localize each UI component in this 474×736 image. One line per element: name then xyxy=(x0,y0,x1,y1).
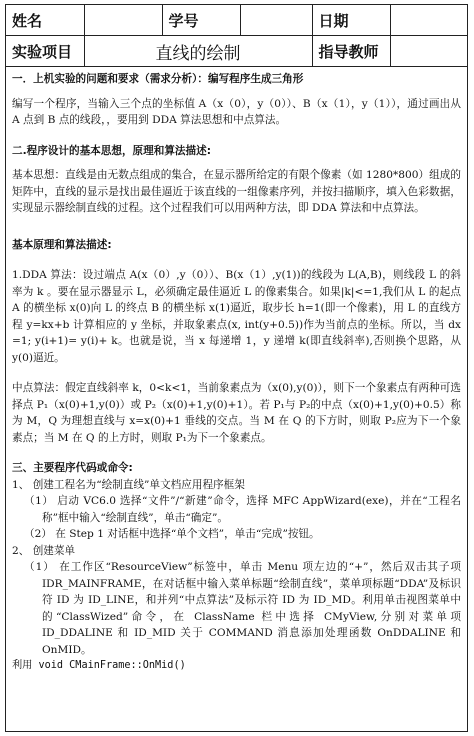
section3-heading: 三、主要程序代码或命令: xyxy=(12,462,133,474)
section2-heading: 二.程序设计的基本思想，原理和算法描述: xyxy=(12,144,211,157)
teacher-value xyxy=(390,36,467,67)
step2-1-text: （1） 在工作区“ResourceView”标签中，单击 Menu 项左边的“+”，然后双击其子项 IDR_MAINFRAME，在对话框中输入菜单标题“绘制直线”，菜单项标题“DDA”及标识符 ID 为 ID_LINE，和并列“中点算法”及标示符 ID 为 ID_MD。利用单击视图菜单中的“ClassWized”命令，在 ClassName 栏中选择 CMyView,分别对菜单项 ID_DDALINE 和 ID_MID 关于 COMMAND 消息添加处理函数 OnDDALINE 和 OnMID。 xyxy=(24,561,461,656)
midpoint-text: 中点算法：假定直线斜率 k，0<k<1，当前象素点为（x(0),y(0)），则下一个象素点有两种可选择点 P₁（x(0)+1,y(0)）或 P₂（x(0)+1,y(0)+1）。若 P₁与 P₂的中点（x(0)+1,y(0)+0.5）称为 M，Q 为理想直线与 x=x(0)+1 垂线的交点。当 M 在 Q 的下方时，则取 P₂应为下一个象素点；当 M 在 Q 的上方时，则取 P₁为下一个象素点。 xyxy=(12,382,461,444)
experiment-report xyxy=(5,4,468,732)
id-value xyxy=(240,5,312,36)
step1-1-text: （1） 启动 VC6.0 选择“文件”/“新建”命令，选择 MFC AppWizard(exe)，并在“工程名称”框中输入“绘制直线”，单击“确定”。 xyxy=(24,495,461,524)
step1-2-text: （2） 在 Step 1 对话框中选择“单个文档”，单击“完成”按钮。 xyxy=(24,528,320,540)
name-label: 姓名 xyxy=(6,5,84,36)
step1-text: 1、 创建工程名为“绘制直线”单文档应用程序框架 xyxy=(12,478,245,491)
date-value xyxy=(390,5,467,36)
id-label: 学号 xyxy=(162,5,240,36)
principle-heading: 基本原理和算法描述: xyxy=(12,238,112,251)
dda-text: 1.DDA 算法：设过端点 A(x（0）,y（0））、B(x（1）,y(1))的线段为 L(A,B)，则线段 L 的斜率为 k 。要在显示器显示 L，必须确定最佳逼近 L 的像素集合。如果|k|<=1,我们从 L 的起点 A 的横坐标 x(0)向 L 的终点 B 的横坐标 x(1)逼近，取步长 h=1(即一个像素)，用 L 的直线方程 y=kx+b 计算相应的 y 坐标，并取象素点(x, int(y+0.5))作为当前点的坐标。所以，当 dx =1; y(i+1)= y(i)+ k。也就是说，当 x 每递增 1，y 递增 k(即直线斜率),否则换个思路，从 y(0)逼近。 xyxy=(12,269,461,364)
project-value: 直线的绘制 xyxy=(84,36,312,67)
section1-heading: 一．上机实验的问题和要求（需求分析）：编写程序生成三角形 xyxy=(12,73,304,85)
project-label: 实验项目 xyxy=(6,36,84,67)
basic-idea-text: 基本思想：直线是由无数点组成的集合，在显示器所给定的有限个像素（如 1280*800）组成的矩阵中，直线的显示是找出最佳逼近于该直线的一组像素序列，并按扫描顺序，填入色彩数据，实现显示器绘制直线的过程。这个过程我们可以用两种方法，即 DDA 算法和中点算法。 xyxy=(12,169,461,214)
header-table xyxy=(6,5,467,67)
teacher-label: 指导教师 xyxy=(312,36,390,67)
section1-text: 编写一个程序，当输入三个点的坐标值 A（x（0），y（0））、B（x（1），y（1）），通过画出从 A 点到 B 点的线段，，要用到 DDA 算法思想和中点算法。 xyxy=(12,97,461,126)
code-line: 利用 void CMainFrame::OnMid() xyxy=(12,660,186,671)
name-value xyxy=(84,5,162,36)
report-body xyxy=(6,67,467,675)
date-label: 日期 xyxy=(312,5,390,36)
step2-text: 2、 创建菜单 xyxy=(12,544,76,557)
